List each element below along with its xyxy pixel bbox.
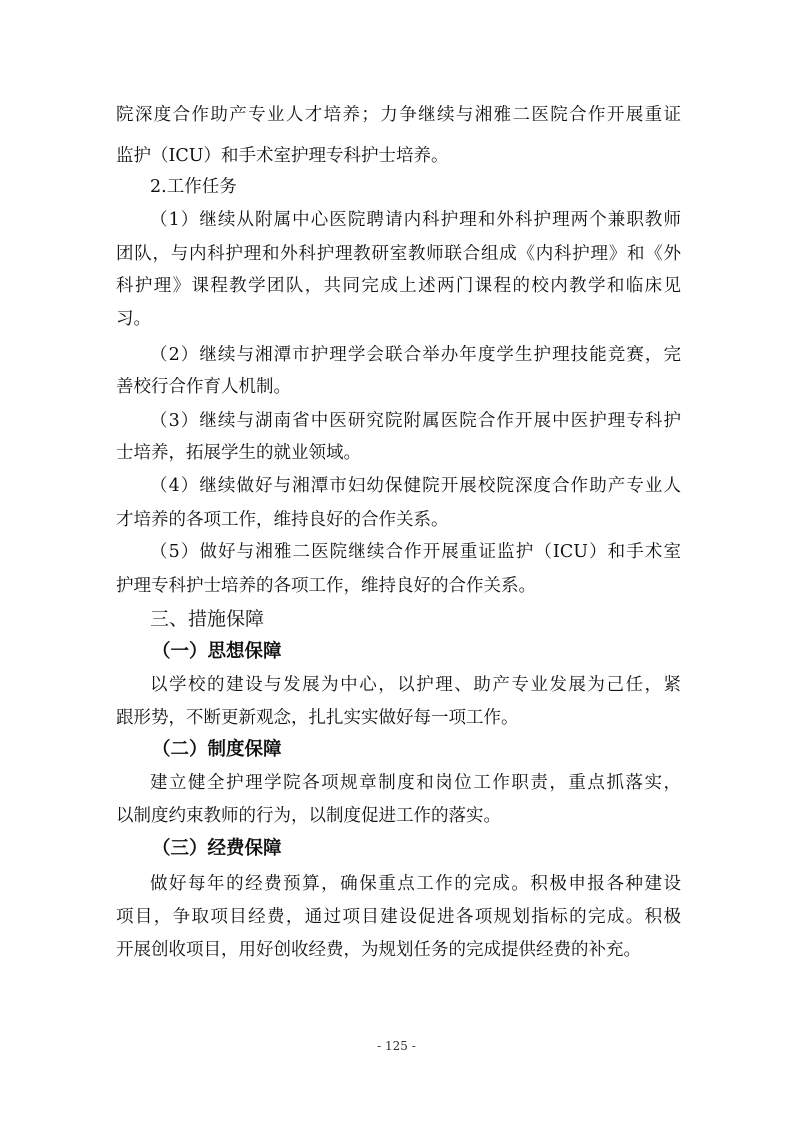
task-item-2: （2）继续与湘潭市护理学会联合举办年度学生护理技能竞赛，完 xyxy=(150,345,681,365)
paragraph-line: 以学校的建设与发展为中心，以护理、助产专业发展为己任，紧 xyxy=(150,675,681,695)
sub-heading-system: （二）制度保障 xyxy=(152,739,282,760)
paragraph-line: 项目，争取项目经费，通过项目建设促进各项规划指标的完成。积极 xyxy=(116,907,681,927)
task-item-5: （5）做好与湘雅二医院继续合作开展重证监护（ICU）和手术室 xyxy=(150,542,681,562)
paragraph-line: 做好每年的经费预算，确保重点工作的完成。积极申报各种建设 xyxy=(150,874,681,894)
sub-heading-funding: （三）经费保障 xyxy=(152,838,282,859)
paragraph-line: 团队，与内科护理和外科护理教研室教师联合组成《内科护理》和《外 xyxy=(116,244,681,264)
paragraph-line: 士培养，拓展学生的就业领域。 xyxy=(116,443,361,463)
sub-heading-ideology: （一）思想保障 xyxy=(152,641,282,662)
task-item-1: （1）继续从附属中心医院聘请内科护理和外科护理两个兼职教师 xyxy=(150,210,681,230)
paragraph-line: 跟形势，不断更新观念，扎扎实实做好每一项工作。 xyxy=(116,708,519,728)
task-item-3: （3）继续与湖南省中医研究院附属医院合作开展中医护理专科护 xyxy=(150,411,681,431)
task-item-4: （4）继续做好与湘潭市妇幼保健院开展校院深度合作助产专业人 xyxy=(150,476,681,496)
paragraph-line: 习。 xyxy=(116,309,151,329)
paragraph-line: 开展创收项目，用好创收经费，为规划任务的完成提供经费的补充。 xyxy=(116,940,641,960)
paragraph-line: 善校行合作育人机制。 xyxy=(116,377,291,397)
paragraph-line: 院深度合作助产专业人才培养；力争继续与湘雅二医院合作开展重证 xyxy=(116,105,681,125)
paragraph-line: 以制度约束教师的行为，以制度促进工作的落实。 xyxy=(116,806,501,826)
paragraph-line: 监护（ICU）和手术室护理专科护士培养。 xyxy=(116,146,449,166)
page-number: - 125 - xyxy=(377,1039,416,1053)
paragraph-line: 建立健全护理学院各项规章制度和岗位工作职责，重点抓落实， xyxy=(150,773,681,793)
section-heading: 三、措施保障 xyxy=(150,608,265,630)
paragraph-line: 护理专科护士培养的各项工作，维持良好的合作关系。 xyxy=(116,576,536,596)
subsection-title: 2.工作任务 xyxy=(150,177,237,197)
paragraph-line: 才培养的各项工作，维持良好的合作关系。 xyxy=(116,510,449,530)
paragraph-line: 科护理》课程教学团队，共同完成上述两门课程的校内教学和临床见 xyxy=(116,276,681,296)
